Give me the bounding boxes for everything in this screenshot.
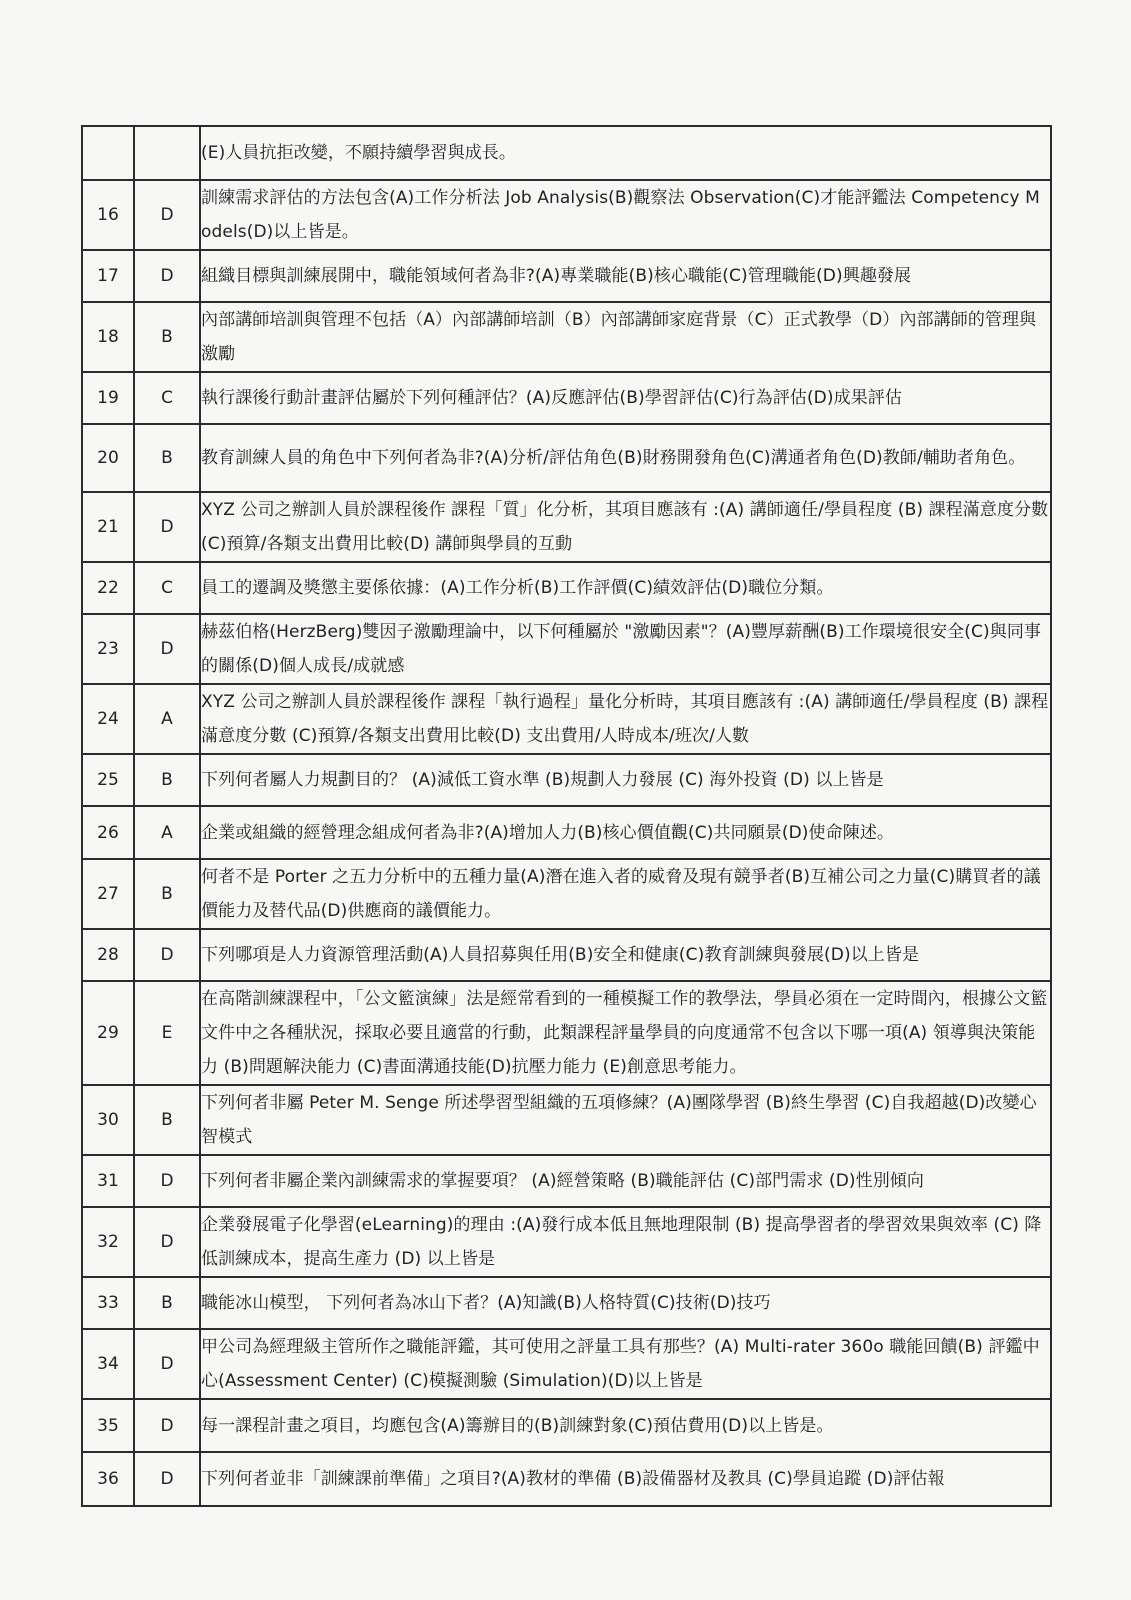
question-number: 35 xyxy=(82,1399,134,1452)
answer-letter: E xyxy=(134,981,200,1085)
table-row xyxy=(82,1207,1051,1277)
question-text: 甲公司為經理級主管所作之職能評鑑，其可使用之評量工具有那些？(A) Multi-rater 360o 職能回饋(B) 評鑑中心(Assessment Center) (C)模擬測驗 (Simulation)(D)以上皆是 xyxy=(200,1329,1051,1399)
question-text: 下列何者屬人力規劃目的？ (A)減低工資水準 (B)規劃人力發展 (C) 海外投資 (D) 以上皆是 xyxy=(200,754,1051,806)
table-row xyxy=(82,1329,1051,1399)
answer-letter: D xyxy=(134,1329,200,1399)
question-number: 33 xyxy=(82,1277,134,1329)
question-number: 17 xyxy=(82,250,134,302)
question-text: 每一課程計畫之項目，均應包含(A)籌辦目的(B)訓練對象(C)預估費用(D)以上皆是。 xyxy=(200,1399,1051,1452)
question-text: 下列何者非屬企業內訓練需求的掌握要項？ (A)經營策略 (B)職能評估 (C)部門需求 (D)性別傾向 xyxy=(200,1155,1051,1207)
question-text: 下列哪項是人力資源管理活動(A)人員招募與任用(B)安全和健康(C)教育訓練與發展(D)以上皆是 xyxy=(200,929,1051,981)
question-text: 下列何者並非「訓練課前準備」之項目?(A)教材的準備 (B)設備器材及教具 (C)學員追蹤 (D)評估報 xyxy=(200,1452,1051,1506)
answer-letter: B xyxy=(134,302,200,372)
question-text: (E)人員抗拒改變，不願持續學習與成長。 xyxy=(200,126,1051,180)
answer-letter: D xyxy=(134,492,200,562)
question-number xyxy=(82,126,134,180)
question-number: 27 xyxy=(82,859,134,929)
answer-letter: C xyxy=(134,562,200,614)
table-row xyxy=(82,754,1051,806)
question-text: 企業發展電子化學習(eLearning)的理由 :(A)發行成本低且無地理限制 (B) 提高學習者的學習效果與效率 (C) 降低訓練成本，提高生產力 (D) 以上皆是 xyxy=(200,1207,1051,1277)
table-row xyxy=(82,562,1051,614)
table-row xyxy=(82,180,1051,250)
answer-letter: B xyxy=(134,424,200,492)
question-number: 34 xyxy=(82,1329,134,1399)
answer-letter: B xyxy=(134,1277,200,1329)
answer-letter xyxy=(134,126,200,180)
question-number: 19 xyxy=(82,372,134,424)
table-row xyxy=(82,250,1051,302)
answer-letter: B xyxy=(134,1085,200,1155)
question-text: 職能冰山模型， 下列何者為冰山下者？(A)知識(B)人格特質(C)技術(D)技巧 xyxy=(200,1277,1051,1329)
question-number: 24 xyxy=(82,684,134,754)
question-number: 16 xyxy=(82,180,134,250)
table-row xyxy=(82,859,1051,929)
table-row xyxy=(82,614,1051,684)
answer-letter: A xyxy=(134,806,200,859)
answer-letter: D xyxy=(134,1207,200,1277)
question-number: 25 xyxy=(82,754,134,806)
table-row xyxy=(82,1085,1051,1155)
table-row xyxy=(82,981,1051,1085)
question-text: XYZ 公司之辦訓人員於課程後作 課程「執行過程」量化分析時，其項目應該有 :(A) 講師適任/學員程度 (B) 課程滿意度分數 (C)預算/各類支出費用比較(D) 支出費用/人時成本/班次/人數 xyxy=(200,684,1051,754)
table-row xyxy=(82,806,1051,859)
question-number: 31 xyxy=(82,1155,134,1207)
answer-letter: D xyxy=(134,250,200,302)
question-number: 22 xyxy=(82,562,134,614)
answer-letter: A xyxy=(134,684,200,754)
question-number: 32 xyxy=(82,1207,134,1277)
answer-letter: D xyxy=(134,1155,200,1207)
table-row xyxy=(82,929,1051,981)
question-number: 21 xyxy=(82,492,134,562)
table-row xyxy=(82,1155,1051,1207)
question-text: XYZ 公司之辦訓人員於課程後作 課程「質」化分析，其項目應該有 :(A) 講師適任/學員程度 (B) 課程滿意度分數 (C)預算/各類支出費用比較(D) 講師與學員的互動 xyxy=(200,492,1051,562)
table-row xyxy=(82,372,1051,424)
question-number: 26 xyxy=(82,806,134,859)
answer-letter: B xyxy=(134,754,200,806)
question-number: 36 xyxy=(82,1452,134,1506)
question-number: 18 xyxy=(82,302,134,372)
table-row xyxy=(82,1452,1051,1506)
answer-letter: D xyxy=(134,1452,200,1506)
table-row xyxy=(82,302,1051,372)
answer-letter: D xyxy=(134,929,200,981)
question-number: 30 xyxy=(82,1085,134,1155)
question-number: 29 xyxy=(82,981,134,1085)
table-row xyxy=(82,684,1051,754)
question-number: 23 xyxy=(82,614,134,684)
answer-letter: C xyxy=(134,372,200,424)
answer-letter: D xyxy=(134,1399,200,1452)
answer-letter: D xyxy=(134,614,200,684)
question-text: 內部講師培訓與管理不包括（A）內部講師培訓（B）內部講師家庭背景（C）正式教學（D）內部講師的管理與激勵 xyxy=(200,302,1051,372)
question-text: 企業或組織的經營理念組成何者為非?(A)增加人力(B)核心價值觀(C)共同願景(D)使命陳述。 xyxy=(200,806,1051,859)
table-row xyxy=(82,1399,1051,1452)
table-row xyxy=(82,424,1051,492)
table-row xyxy=(82,1277,1051,1329)
table-row xyxy=(82,126,1051,180)
answer-letter: B xyxy=(134,859,200,929)
question-text: 下列何者非屬 Peter M. Senge 所述學習型組織的五項修練？(A)團隊學習 (B)終生學習 (C)自我超越(D)改變心智模式 xyxy=(200,1085,1051,1155)
question-text: 教育訓練人員的角色中下列何者為非?(A)分析/評估角色(B)財務開發角色(C)溝通者角色(D)教師/輔助者角色。 xyxy=(200,424,1051,492)
question-text: 執行課後行動計畫評估屬於下列何種評估？(A)反應評估(B)學習評估(C)行為評估(D)成果評估 xyxy=(200,372,1051,424)
question-text: 組織目標與訓練展開中，職能領域何者為非?(A)專業職能(B)核心職能(C)管理職能(D)興趣發展 xyxy=(200,250,1051,302)
question-text: 何者不是 Porter 之五力分析中的五種力量(A)潛在進入者的威脅及現有競爭者(B)互補公司之力量(C)購買者的議價能力及替代品(D)供應商的議價能力。 xyxy=(200,859,1051,929)
question-text: 赫茲伯格(HerzBerg)雙因子激勵理論中，以下何種屬於 "激勵因素"？(A)豐厚薪酬(B)工作環境很安全(C)與同事的關係(D)個人成長/成就感 xyxy=(200,614,1051,684)
question-answer-table xyxy=(81,125,1052,1507)
question-number: 20 xyxy=(82,424,134,492)
question-text: 在高階訓練課程中，「公文籃演練」法是經常看到的一種模擬工作的教學法，學員必須在一定時間內，根據公文籃文件中之各種狀況，採取必要且適當的行動，此類課程評量學員的向度通常不包含以下哪一項(A) 領導與決策能力 (B)問題解決能力 (C)書面溝通技能(D)抗壓力能力 (E)創意思考能力。 xyxy=(200,981,1051,1085)
question-number: 28 xyxy=(82,929,134,981)
table-row xyxy=(82,492,1051,562)
question-text: 訓練需求評估的方法包含(A)工作分析法 Job Analysis(B)觀察法 Observation(C)才能評鑑法 Competency Models(D)以上皆是。 xyxy=(200,180,1051,250)
answer-letter: D xyxy=(134,180,200,250)
question-text: 員工的遷調及獎懲主要係依據：(A)工作分析(B)工作評價(C)績效評估(D)職位分類。 xyxy=(200,562,1051,614)
